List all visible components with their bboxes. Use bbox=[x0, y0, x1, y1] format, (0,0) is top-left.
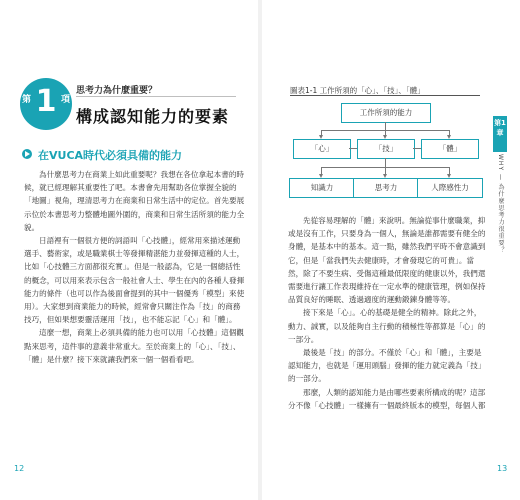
connector bbox=[449, 167, 450, 174]
arrow-down-icon bbox=[383, 174, 387, 178]
left-page bbox=[0, 0, 258, 500]
right-body-text bbox=[288, 214, 488, 412]
paragraph: 這麼一想，商業上必須具備的能力也可以用「心技體」這個觀點來思考，這件事的意義非常重大。至於商業上的「心」、「技」、「體」是什麼？接下來就讓我們來一個一個看看吧。 bbox=[24, 328, 245, 364]
diagram-box-heart: 「心」 bbox=[293, 139, 351, 159]
double-arrow-icon bbox=[349, 148, 357, 149]
badge-number: 1 bbox=[35, 84, 57, 119]
badge-suffix: 項 bbox=[60, 95, 70, 105]
connector bbox=[321, 167, 322, 174]
paragraph: 先從容易理解的「體」來說明。無論從事什麼職業，抑或是沒有工作，只要身為一個人，無論是誰都需要有健全的身體，是基本中的基本。這一點，雖然我們平時不會意識到它，但是「當我們失去健康時，才會發現它的可貴」。當然，除了不要生病、受傷這種最低限度的健康以外，我們還需要進行讓工作表現維持在一定水準的健康管理，例如保持品質良好的睡眠、透過適度的運動鍛鍊身體等等。 bbox=[288, 216, 486, 305]
page-number: 13 bbox=[497, 464, 508, 473]
section-badge bbox=[20, 78, 72, 130]
diagram-box-knowledge: 知識力 bbox=[289, 178, 355, 198]
figure-rule bbox=[290, 95, 480, 96]
diagram-box-interpersonal: 人際感性力 bbox=[417, 178, 483, 198]
double-arrow-icon bbox=[413, 148, 421, 149]
diagram-box-skill: 「技」 bbox=[357, 139, 415, 159]
figure-caption: 工作所須的「心」、「技」、「體」 bbox=[319, 86, 425, 95]
figure-label: 圖表1-1 bbox=[290, 86, 318, 95]
paragraph: 接下來是「心」。心的基礎是健全的精神。除此之外，動力、誠實，以及能夠自主行動的積極性等都算是「心」的一部分。 bbox=[288, 308, 486, 344]
arrow-down-icon bbox=[447, 174, 451, 178]
page-title: 構成認知能力的要素 bbox=[76, 107, 230, 126]
arrow-down-icon bbox=[383, 135, 387, 139]
play-icon bbox=[22, 149, 32, 159]
paragraph: 日語裡有一個很方便的詞語叫「心技體」，經常用來描述運動選手、藝術家，或是職業棋士等發揮精湛能力並發揮這種的人士，比如「心技體三方面都很充實」。但是一般認為，它是一個總括性的概念，可以用來表示包含一般社會人士、學生在內的各種人發揮能力的條件（也可以作為後面會提到的其中一個優秀「模型」來使用）。大家想到商業能力的時候，經常會只關注作為「技」的商務技巧，但如果想要靈活運用「技」，也不能忘記「心」和「體」。 bbox=[24, 236, 245, 325]
arrow-down-icon bbox=[319, 174, 323, 178]
diagram-box-root: 工作所須的能力 bbox=[341, 103, 431, 123]
connector bbox=[385, 158, 386, 167]
chapter-side-title: WHY — 為什麼思考力很重要？ bbox=[497, 154, 504, 254]
diagram-box-body: 「體」 bbox=[421, 139, 479, 159]
title-divider bbox=[76, 96, 236, 97]
left-body-text bbox=[24, 168, 246, 366]
section-heading: 在VUCA時代必須具備的能力 bbox=[38, 149, 183, 162]
paragraph: 為什麼思考力在商業上如此重要呢？我想在各位拿起本書的時候，就已經理解其重要性了吧。本書會先用幫助各位掌握全貌的「地圖」視角，理清思考力在商業和日常生活中的定位。首先要展示位於本書思考力整體地圖外圍的，商業和日常生活所須的能力全貌。 bbox=[24, 170, 245, 232]
paragraph: 那麼，人類的認知能力是由哪些要素所構成的呢？這部分不像「心技體」一樣擁有一個最終版本的模型，每個人都 bbox=[288, 387, 486, 410]
badge-prefix: 第 bbox=[22, 95, 32, 105]
section-question: 思考力為什麼重要？ bbox=[76, 86, 158, 96]
connector bbox=[385, 122, 386, 130]
page-number: 12 bbox=[14, 464, 25, 473]
arrow-down-icon bbox=[447, 135, 451, 139]
diagram-box-thinking: 思考力 bbox=[353, 178, 419, 198]
paragraph: 最後是「技」的部分。不僅於「心」和「體」，主要是認知能力，也就是「運用頭腦」發揮的能力就定義為「技」的一部分。 bbox=[288, 348, 486, 384]
arrow-down-icon bbox=[319, 135, 323, 139]
chapter-tab: 第1章 bbox=[493, 116, 507, 152]
connector bbox=[385, 167, 386, 174]
